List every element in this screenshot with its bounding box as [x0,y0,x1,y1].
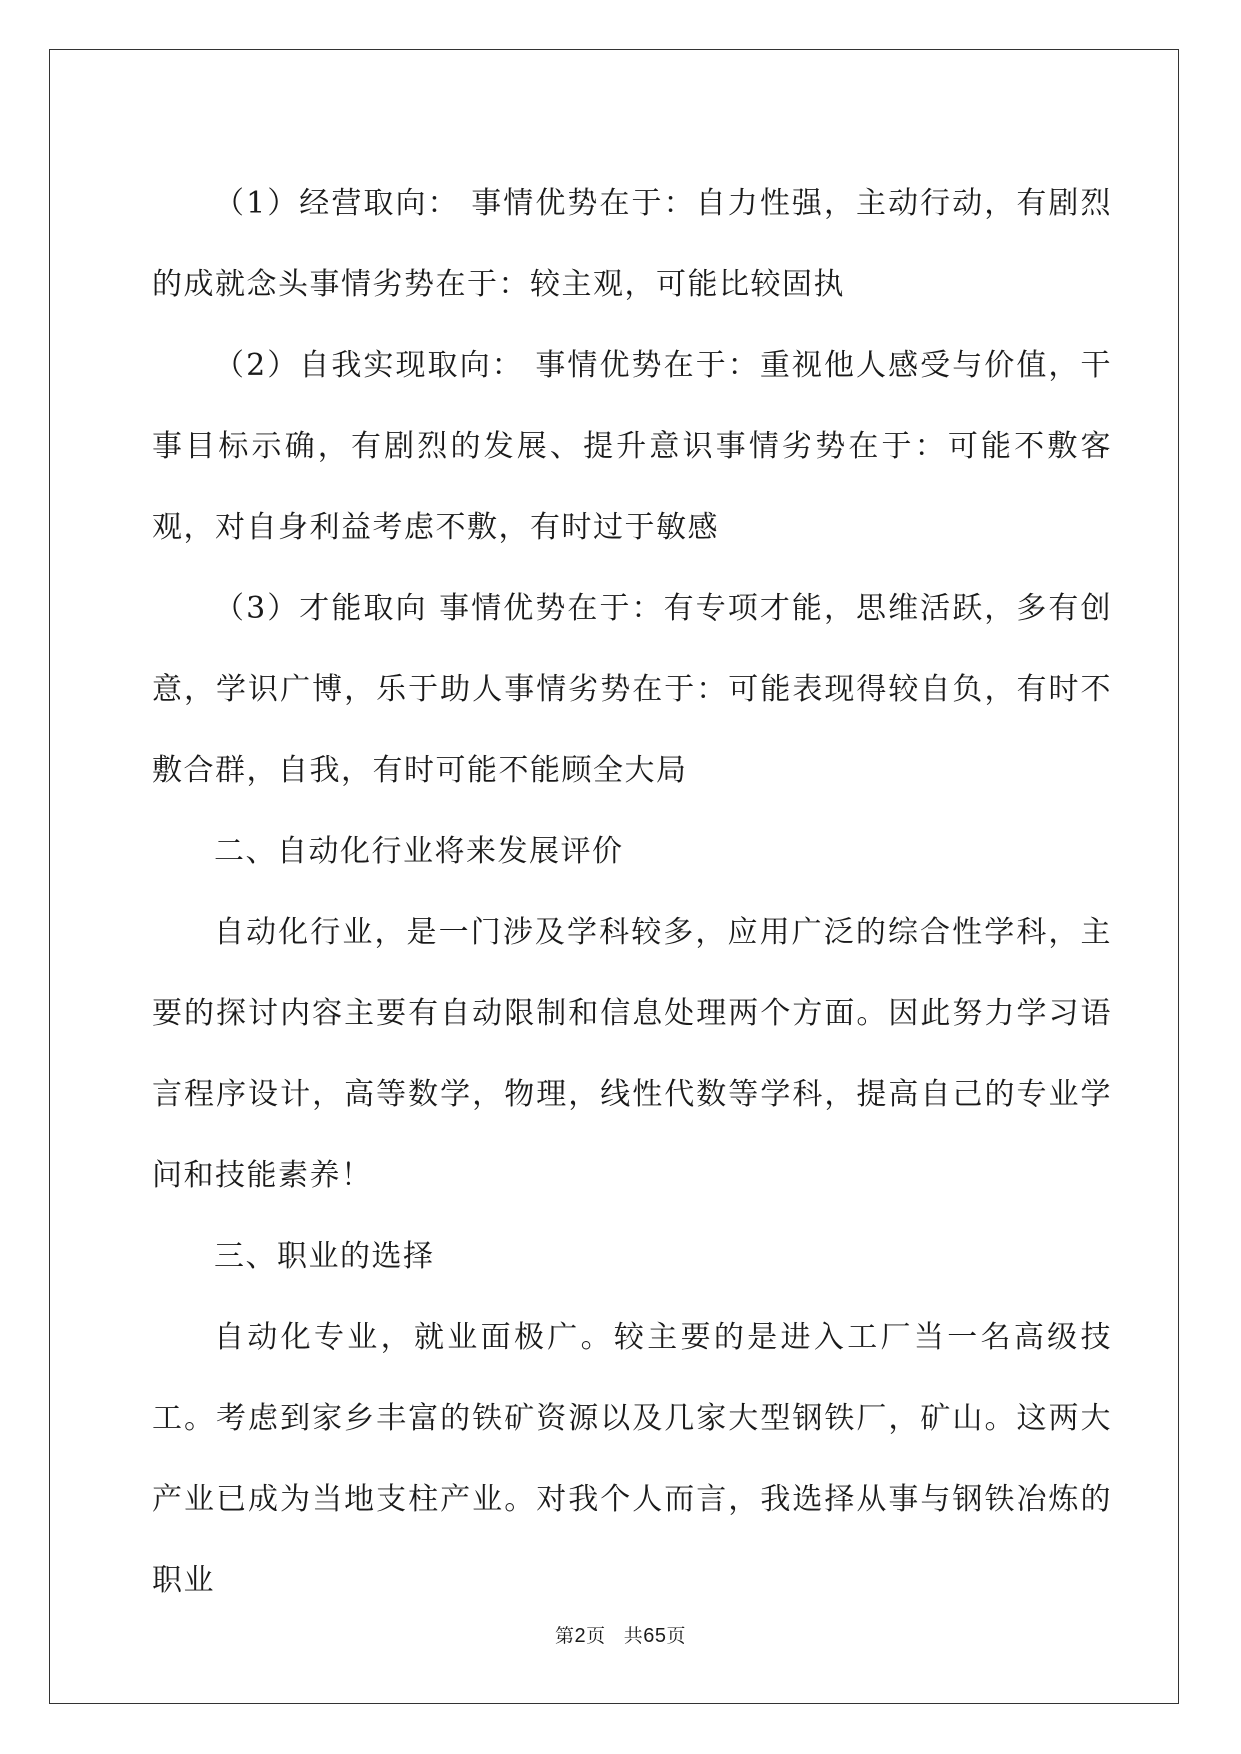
footer-total-pages: 65 [643,1625,667,1647]
paragraph-automation-industry: 自动化行业，是一门涉及学科较多，应用广泛的综合性学科，主要的探讨内容主要有自动限制和信息处理两个方面。因此努力学习语言程序设计，高等数学，物理，线性代数等学科，提高自己的专业学问和技能素养！ [152,915,1112,1193]
footer-page-suffix: 页 [586,1625,606,1647]
paragraph-career-choice: 自动化专业，就业面极广。较主要的是进入工厂当一名高级技工。考虑到家乡丰富的铁矿资源以及几家大型钢铁厂，矿山。这两大产业已成为当地支柱产业。对我个人而言，我选择从事与钢铁冶炼的职业 [152,1320,1112,1598]
section-heading-career-choice: 三、职业的选择 [214,1239,435,1274]
footer-page-prefix: 第 [555,1625,575,1647]
document-body [152,163,1112,1621]
paragraph-self-realization-orientation: （2）自我实现取向： 事情优势在于：重视他人感受与价值，干事目标示确，有剧烈的发展、提升意识事情劣势在于：可能不敷客观，对自身利益考虑不敷，有时过于敏感 [152,348,1112,545]
section-heading-industry-outlook: 二、自动化行业将来发展评价 [214,834,624,869]
footer-total-suffix: 页 [666,1625,686,1647]
paragraph-talent-orientation: （3）才能取向 事情优势在于：有专项才能，思维活跃，多有创意，学识广博，乐于助人事情劣势在于：可能表现得较自负，有时不敷合群，自我，有时可能不能顾全大局 [152,591,1112,788]
footer-page-number: 2 [574,1625,587,1647]
paragraph-management-orientation: （1）经营取向： 事情优势在于：自力性强，主动行动，有剧烈的成就念头事情劣势在于：较主观，可能比较固执 [152,186,1112,302]
footer-total-prefix: 共 [623,1625,644,1647]
page-footer [0,1621,1241,1648]
